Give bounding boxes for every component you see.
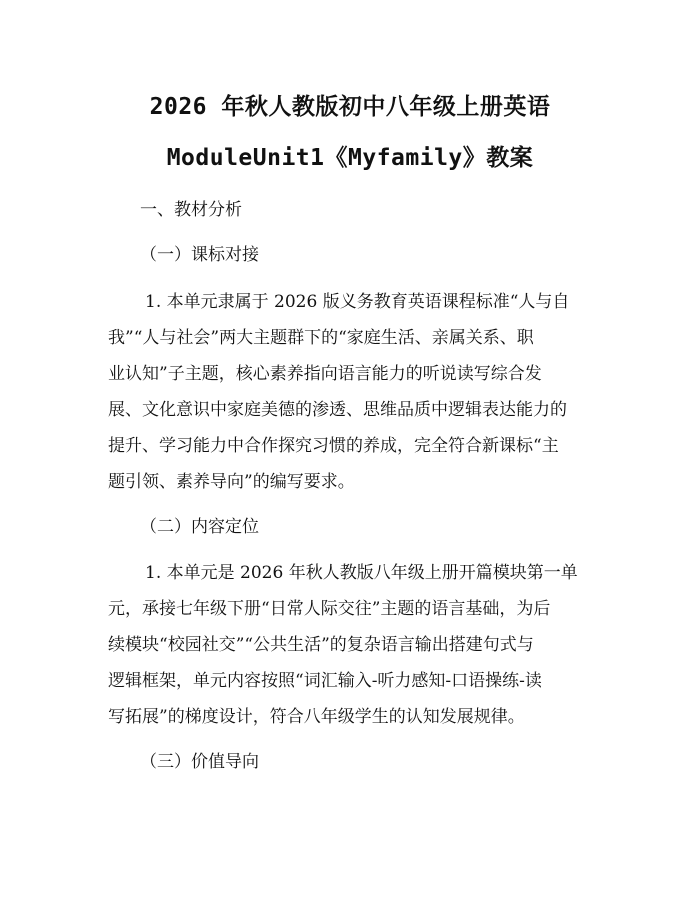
paragraph-line: 元，承接七年级下册“日常人际交往”主题的语言基础，为后 (108, 599, 551, 619)
paragraph-curriculum (108, 284, 585, 500)
paragraph-line: 续模块“校园社交”“公共生活”的复杂语言输出搭建句式与 (108, 635, 534, 655)
paragraph-line: 1. 本单元是 2026 年秋人教版八年级上册开篇模块第一单 (145, 563, 578, 583)
paragraph-line: 业认知”子主题，核心素养指向语言能力的听说读写综合发 (108, 364, 542, 384)
paragraph-content-positioning (108, 555, 585, 735)
paragraph-line: 我”“人与社会”两大主题群下的“家庭生活、亲属关系、职 (108, 328, 534, 348)
paragraph-line: 展、文化意识中家庭美德的渗透、思维品质中逻辑表达能力的 (108, 400, 567, 420)
section-heading-teaching-material-analysis: 一、教材分析 (140, 200, 242, 220)
subsection-heading-curriculum: （一）课标对接 (140, 245, 259, 265)
subsection-heading-value-orientation: （三）价值导向 (140, 752, 259, 772)
paragraph-line: 逻辑框架，单元内容按照“词汇输入-听力感知-口语操练-读 (108, 671, 542, 691)
paragraph-line: 题引领、素养导向”的编写要求。 (108, 472, 355, 492)
paragraph-line: 写拓展”的梯度设计，符合八年级学生的认知发展规律。 (108, 707, 525, 727)
paragraph-line: 提升、学习能力中合作探究习惯的养成，完全符合新课标“主 (108, 436, 559, 456)
subsection-heading-content-positioning: （二）内容定位 (140, 517, 259, 537)
paragraph-line: 1. 本单元隶属于 2026 版义务教育英语课程标准“人与自 (145, 292, 570, 312)
document-title-line-1: 2026 年秋人教版初中八年级上册英语 (149, 94, 551, 120)
document-title-line-2: ModuleUnit1《Myfamily》教案 (166, 145, 534, 171)
